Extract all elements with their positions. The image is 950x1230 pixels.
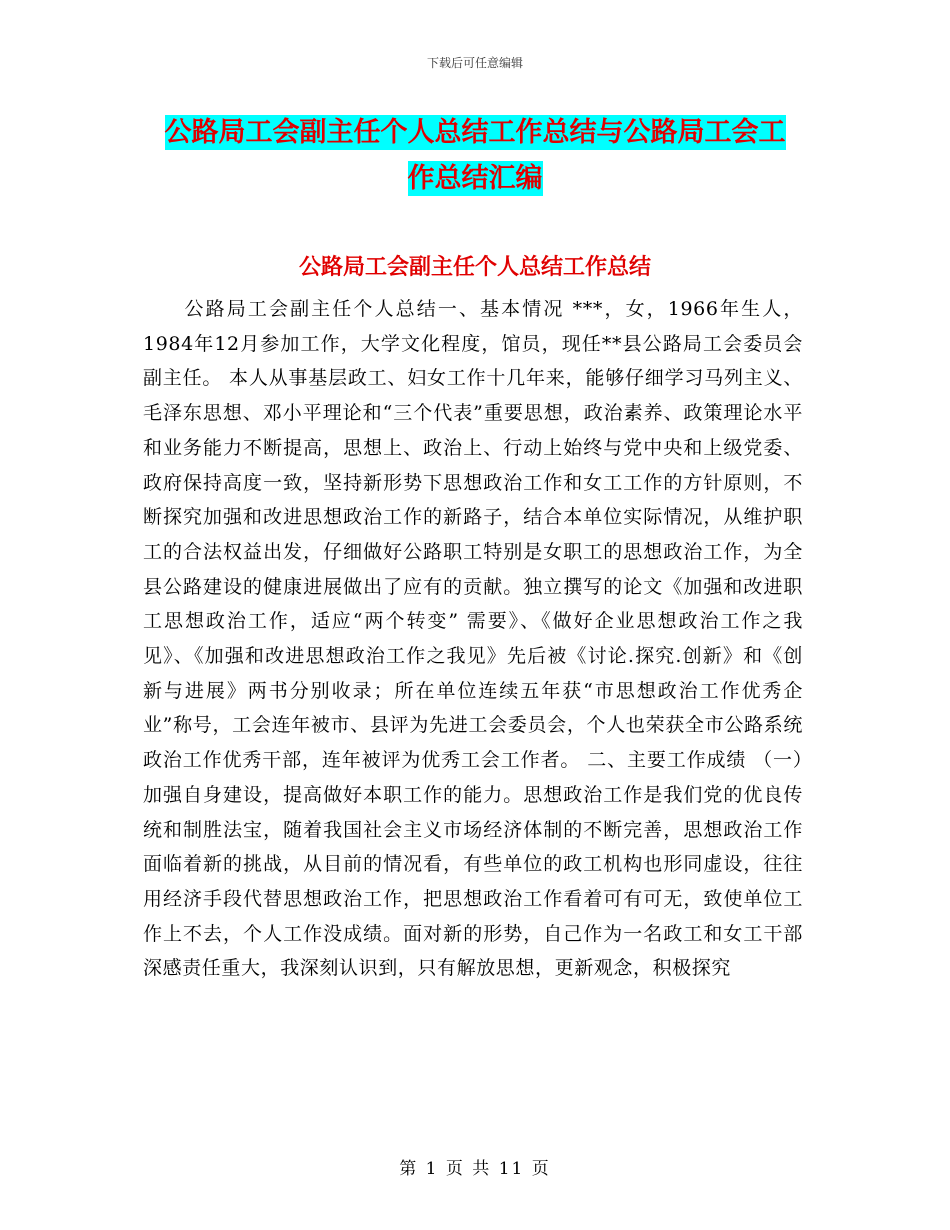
title-line-1: 公路局工会副主任个人总结工作总结与公路局工会工 bbox=[164, 117, 786, 148]
body-text: 公路局工会副主任个人总结一、基本情况 ***，女，1966年生人，1984年12月参加工作，大学文化程度，馆员，现任**县公路局工会委员会副主任。 本人从事基层政工、妇女工作十几年来，能够仔细学习马列主义、毛泽东思想、邓小平理论和“三个代表”重要思想，政治素养、政策理论水平和业务能力不断提高，思想上、政治上、行动上始终与党中央和上级党委、政府保持高度一致，坚持新形势下思想政治工作和女工工作的方针原则，不断探究加强和改进思想政治工作的新路子，结合本单位实际情况，从维护职工的合法权益出发，仔细做好公路职工特别是女职工的思想政治工作，为全县公路建设的健康进展做出了应有的贡献。独立撰写的论文《加强和改进职工思想政治工作，适应“两个转变” 需要》、《做好企业思想政治工作之我见》、《加强和改进思想政治工作之我见》先后被《讨论.探究.创新》和《创新与进展》两书分别收录；所在单位连续五年获“市思想政治工作优秀企业”称号，工会连年被市、县评为先进工会委员会，个人也荣获全市公路系统政治工作优秀干部，连年被评为优秀工会工作者。 二、主要工作成绩 （一）加强自身建设，提高做好本职工作的能力。思想政治工作是我们党的优良传统和制胜法宝，随着我国社会主义市场经济体制的不断完善，思想政治工作面临着新的挑战，从目前的情况看，有些单位的政工机构也形同虚设，往往用经济手段代替思想政治工作，把思想政治工作看着可有可无，致使单位工作上不去，个人工作没成绩。面对新的形势，自己作为一名政工和女工干部深感责任重大，我深刻认识到，只有解放思想，更新观念，积极探究 bbox=[143, 298, 803, 980]
body-paragraph bbox=[143, 292, 803, 986]
page-header-note: 下载后可任意编辑 bbox=[426, 56, 523, 70]
document-title bbox=[140, 110, 810, 202]
page-footer: 第 1 页 共 11 页 bbox=[399, 1159, 551, 1179]
title-line-2: 作总结汇编 bbox=[407, 163, 543, 194]
section-title: 公路局工会副主任个人总结工作总结 bbox=[298, 254, 651, 280]
